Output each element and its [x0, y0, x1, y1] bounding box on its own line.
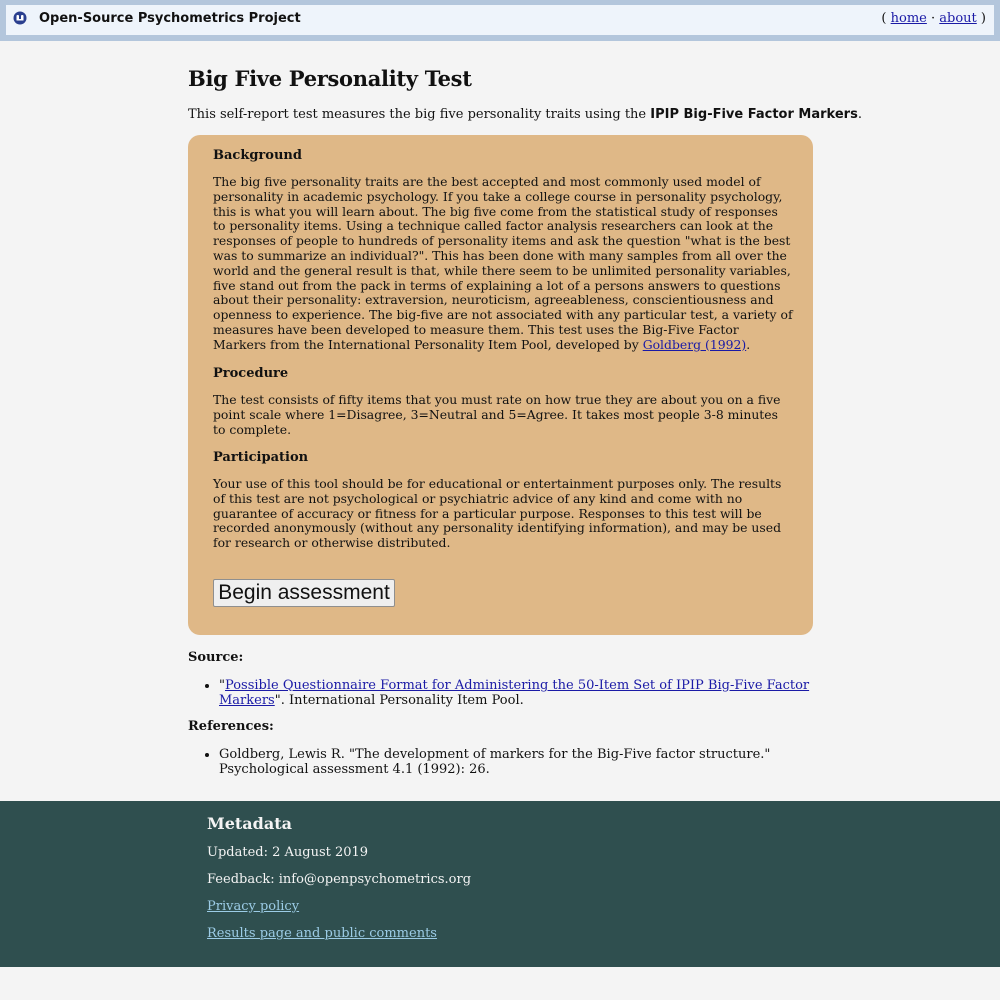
- reference-item: • Goldberg, Lewis R. "The development of markers for the Big-Five factor structure." Psychological assessment 4.1 (1992): 26.: [219, 747, 813, 777]
- background-end: .: [746, 336, 751, 352]
- nav-separator: ·: [931, 11, 936, 26]
- background-text: [213, 175, 793, 353]
- results-link[interactable]: Results page and public comments: [207, 926, 437, 941]
- open-psychometrics-logo-icon[interactable]: [13, 11, 27, 25]
- footer: [0, 801, 1000, 967]
- background-heading: Background: [213, 148, 302, 163]
- procedure-text: The test consists of fifty items that you must rate on how true they are about you on a five point scale where 1=Disagree, 3=Neutral and 5=Agree. It takes most people 3-8 minutes to complete.: [213, 392, 781, 437]
- intro-bold: IPIP Big-Five Factor Markers: [650, 107, 858, 122]
- top-bar-inner: [6, 5, 994, 35]
- source-list: [188, 678, 813, 708]
- procedure-heading: Procedure: [213, 366, 289, 381]
- footer-heading: Metadata: [207, 814, 292, 833]
- source-suffix: ". International Personality Item Pool.: [274, 693, 524, 708]
- source-quote-open: ": [219, 678, 225, 693]
- intro-suffix: .: [857, 107, 862, 122]
- info-card: [188, 135, 813, 635]
- top-nav: [881, 11, 986, 26]
- updated-text: Updated: 2 August 2019: [207, 845, 369, 860]
- privacy-policy-paragraph: [207, 899, 299, 914]
- background-body: The big five personality traits are the best accepted and most commonly used model of personality in academic psychology. If you take a college course in personality psychology, this is what you will learn about. The big five come from the statistical study of responses to personality items. Using a technique called factor analysis researchers can look at the responses of people to hundreds of personality items and ask the question "what is the best was to summarize an individual?". This has been done with many samples from all over the world and the general result is that, while there seem to be unlimited personality variables, five stand out from the pack in terms of explaining a lot of a persons answers to questions about their personality: extraversion, neuroticism, agreeableness, conscientiousness and openness to experience. The big-five are not associated with any particular test, a variety of measures have been developed to measure them. This test uses the Big-Five Factor Markers from the International Personality Item Pool, developed by: [213, 174, 793, 352]
- results-paragraph: [207, 926, 437, 941]
- home-link[interactable]: home: [890, 11, 927, 26]
- about-link[interactable]: about: [939, 11, 977, 26]
- nav-open-paren: (: [881, 11, 887, 26]
- privacy-policy-link[interactable]: Privacy policy: [207, 899, 300, 914]
- intro-text: [188, 106, 862, 123]
- source-label: Source:: [188, 650, 244, 665]
- references-label: References:: [188, 719, 274, 734]
- top-bar: [0, 0, 1000, 41]
- source-item: [219, 678, 813, 708]
- intro-prefix: This self-report test measures the big five personality traits using the: [188, 107, 651, 122]
- source-link[interactable]: Possible Questionnaire Format for Administering the 50-Item Set of IPIP Big-Five Factor Markers: [219, 678, 810, 708]
- participation-heading: Participation: [213, 450, 309, 465]
- begin-assessment-button[interactable]: Begin assessment: [213, 579, 395, 607]
- page-title: Big Five Personality Test: [188, 66, 472, 91]
- site-title[interactable]: Open-Source Psychometrics Project: [39, 11, 301, 26]
- nav-close-paren: ): [980, 11, 986, 26]
- goldberg-link[interactable]: Goldberg (1992): [642, 336, 747, 352]
- references-list: [188, 747, 813, 777]
- feedback-text: Feedback: info@openpsychometrics.org: [207, 872, 472, 887]
- participation-text: Your use of this tool should be for educational or entertainment purposes only. The results of this test are not psychological or psychiatric advice of any kind and come with no guarantee of accuracy or fitness for a particular purpose. Responses to this test will be recorded anonymously (without any personality identifying information), and may be used for research or otherwise distributed.: [213, 476, 782, 551]
